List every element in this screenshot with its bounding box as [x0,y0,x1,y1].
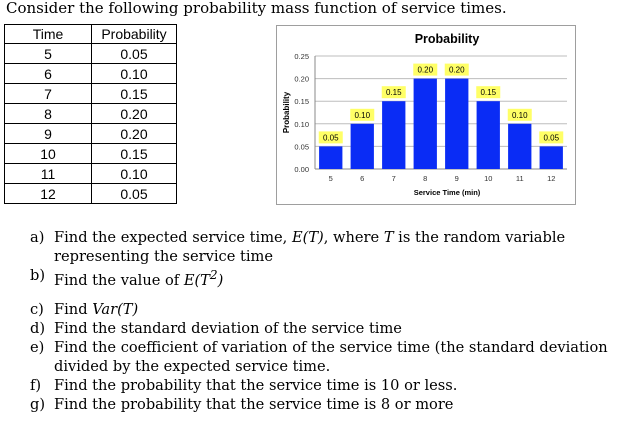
question-text: , where [323,229,384,246]
y-tick-label: 0.20 [294,74,309,84]
table-row [5,104,177,124]
cell-probability: 0.20 [92,104,177,124]
math-variable: T [383,229,394,246]
data-label: 0.05 [322,133,339,143]
y-tick-label: 0.25 [294,52,309,61]
x-tick-label: 8 [423,174,428,183]
cell-time: 8 [5,104,92,124]
table-row [5,124,177,144]
cell-probability: 0.10 [92,64,177,84]
question-e [30,338,610,376]
bar [319,146,342,169]
table-header-row [5,25,177,44]
cell-probability: 0.15 [92,84,177,104]
cell-time: 9 [5,124,92,144]
data-label: 0.10 [511,110,528,120]
math-variance: Var(T) [92,300,139,318]
pmf-table [4,24,177,204]
y-tick-label: 0.15 [294,97,309,107]
question-label: a) [30,229,45,246]
data-label: 0.15 [480,88,497,98]
chart-svg [277,26,575,204]
question-text: Find the probability that the service time is 8 or more [54,395,454,413]
data-label: 0.05 [543,133,560,143]
cell-probability: 0.15 [92,144,177,164]
question-a [30,228,610,266]
bar [508,124,531,169]
question-text: is the random variable representing the service time [54,229,566,265]
cell-probability: 0.10 [92,164,177,184]
bar [540,146,563,169]
x-tick-label: 6 [360,174,365,183]
question-label: f) [30,376,42,394]
cell-time: 12 [5,184,92,204]
question-list [30,228,610,414]
question-text: Find the probability that the service time is 10 or less. [54,376,458,394]
intro-text: Consider the following probability mass function of service times. [6,0,507,17]
table-row [5,144,177,164]
question-f [30,376,610,395]
table-row [5,64,177,84]
cell-time: 11 [5,164,92,184]
cell-time: 6 [5,64,92,84]
bar [414,79,437,169]
y-tick-label: 0.00 [294,165,309,174]
bar [445,79,468,169]
y-tick-label: 0.05 [294,142,309,152]
question-text: Find the standard deviation of the service time [54,319,402,337]
header-time: Time [5,25,92,44]
question-label: c) [30,300,44,318]
x-axis-label: Service Time (min) [413,188,481,197]
table-row [5,184,177,204]
table-row [5,44,177,64]
probability-chart [276,25,576,205]
cell-probability: 0.05 [92,184,177,204]
y-axis-label: Probability [282,91,291,134]
bar [351,124,374,169]
table-row [5,84,177,104]
data-label: 0.10 [354,110,371,120]
question-text: Find the value of [54,271,184,289]
data-label: 0.20 [448,65,465,75]
question-g [30,395,610,414]
data-label: 0.15 [385,88,402,98]
question-label: b) [30,267,46,284]
table-row [5,164,177,184]
question-text: Find the coefficient of variation of the service time (the standard deviation divided by the expected service time. [54,338,608,375]
bar [382,101,405,169]
cell-probability: 0.05 [92,44,177,64]
x-tick-label: 9 [454,174,459,183]
question-c [30,300,610,319]
math-second-moment: $E(T^2)$ [183,268,224,289]
question-d [30,319,610,338]
x-tick-label: 10 [484,174,493,183]
question-text: Find [54,300,93,318]
chart-title: Probability [414,32,480,46]
cell-time: 5 [5,44,92,64]
x-tick-label: 11 [515,174,524,183]
x-tick-label: 7 [391,174,396,183]
question-label: d) [30,319,46,337]
question-b [30,266,610,290]
question-text: Find the expected service time, [54,229,292,246]
y-tick-label: 0.10 [294,119,309,129]
header-probability: Probability [92,25,177,44]
question-label: g) [30,395,46,413]
x-tick-label: 12 [547,174,556,183]
cell-time: 7 [5,84,92,104]
x-tick-label: 5 [328,174,333,183]
math-expected-value: E(T) [291,229,324,246]
cell-time: 10 [5,144,92,164]
bar [477,101,500,169]
cell-probability: 0.20 [92,124,177,144]
data-label: 0.20 [417,65,434,75]
question-label: e) [30,338,45,356]
